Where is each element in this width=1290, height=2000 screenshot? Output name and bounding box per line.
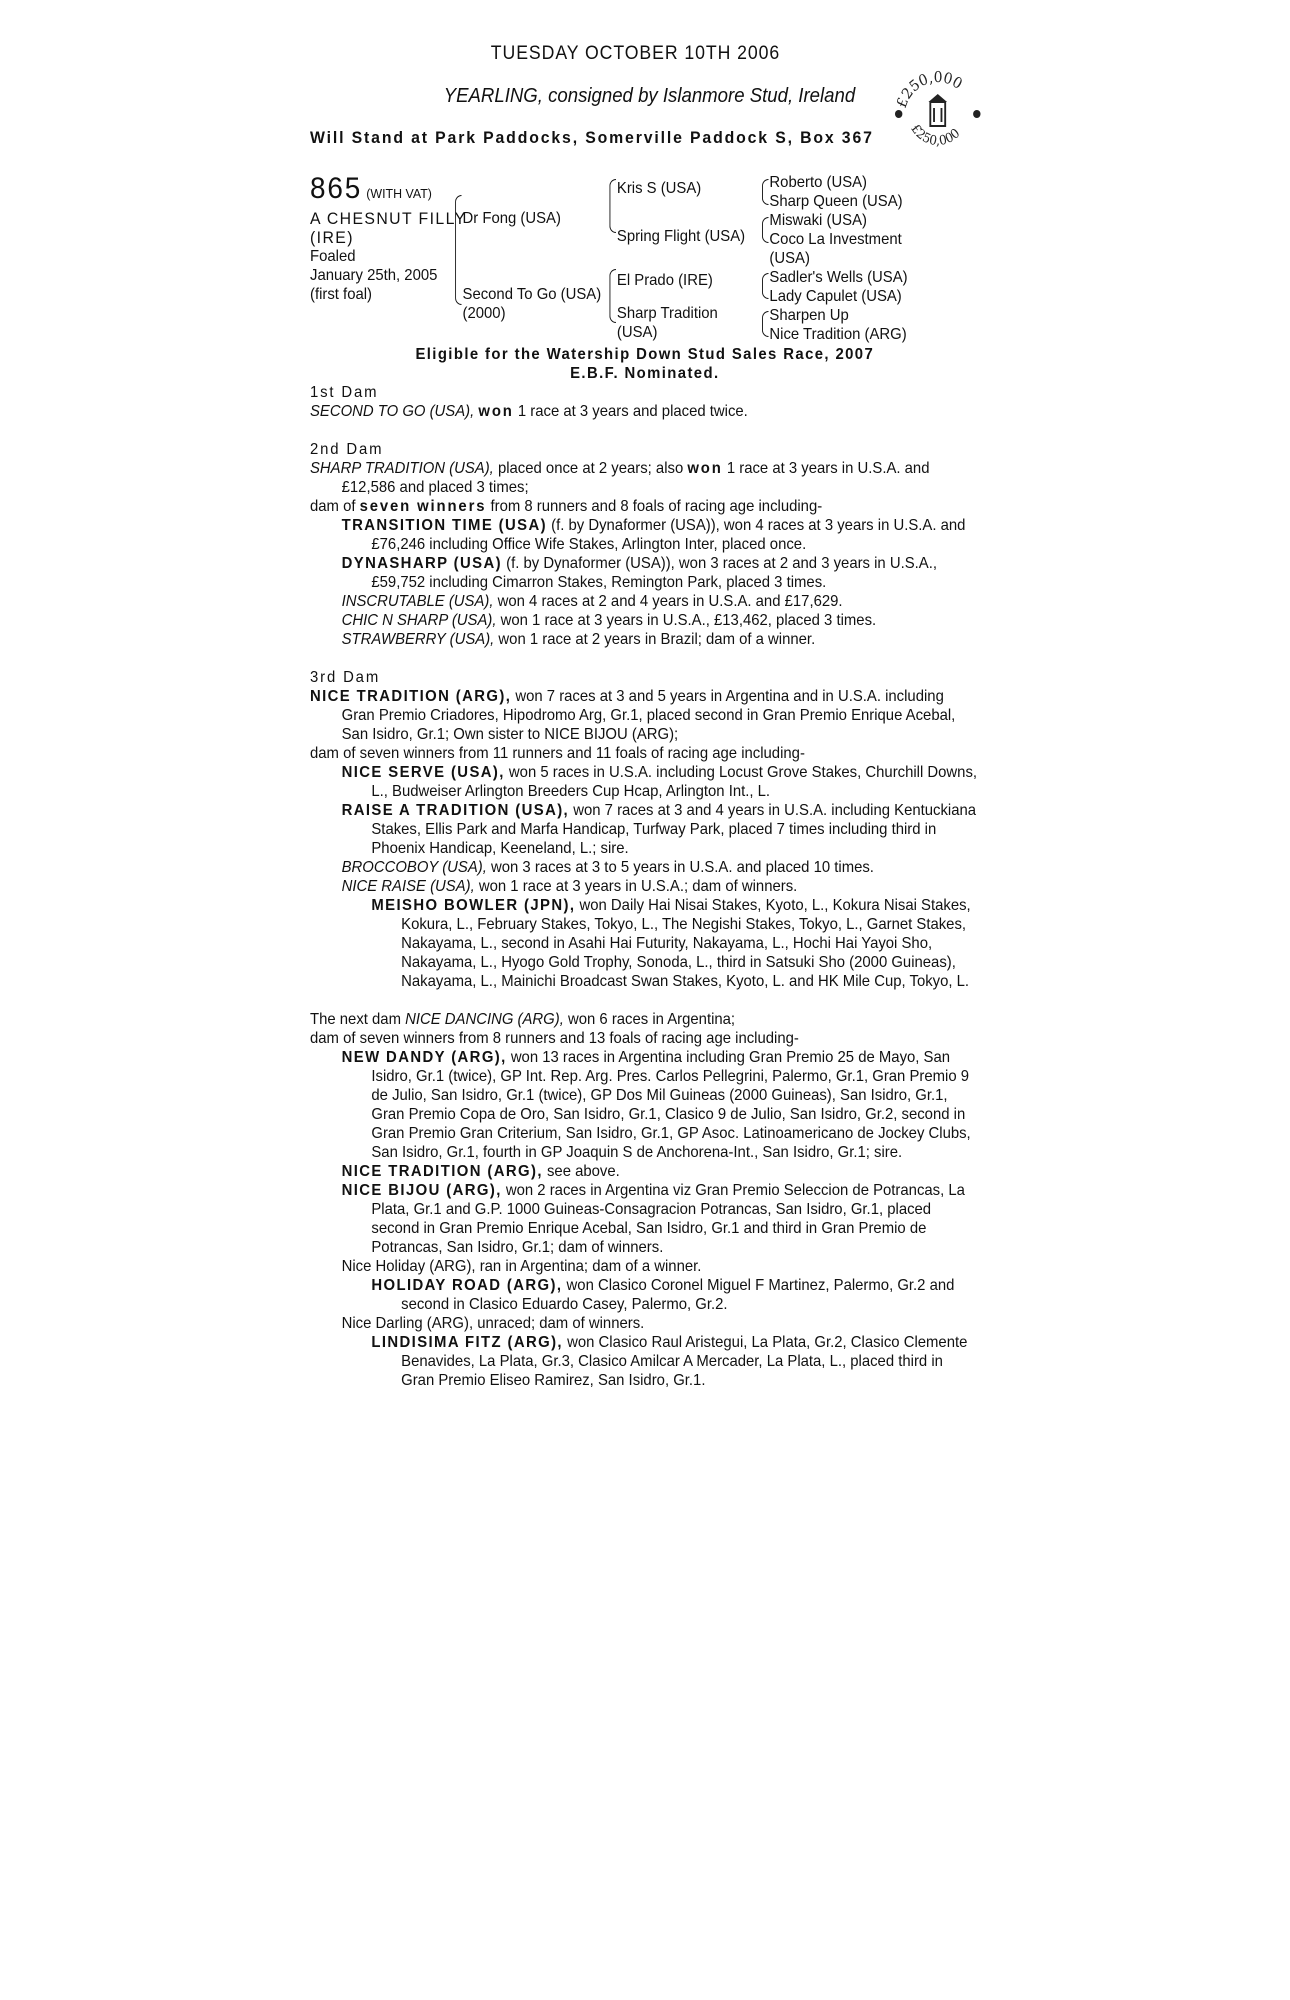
produce-entry: Nice Darling (ARG), unraced; dam of winners. [341, 1315, 645, 1332]
foaled-label: Foaled [310, 248, 356, 265]
third-dam-heading: 3rd Dam [310, 669, 381, 686]
svg-text:£250,000: £250,000 [894, 69, 965, 111]
ancestor-miswaki: Miswaki (USA) [769, 212, 867, 229]
dam-dam-country: (USA) [616, 324, 658, 341]
ancestor-roberto: Roberto (USA) [769, 174, 867, 191]
lot-country: (IRE) [310, 228, 354, 247]
lot-number: 865 (WITH VAT) [310, 172, 432, 205]
pedigree-brace [455, 195, 462, 305]
produce-entry: NICE BIJOU (ARG), won 2 races in Argentina viz Gran Premio Seleccion de Potrancas, La Plata, Gr.1 and G.P. 1000 Guineas-Consagracion Potrancas, San Isidro, Gr.1, placed second in Gran Premio Enrique Acebal, San Isidro, Gr.1 and third in Gran Premio de Potrancas, San Isidro, Gr.1; dam of winners. [341, 1182, 965, 1256]
produce-entry: STRAWBERRY (USA), won 1 race at 2 years in Brazil; dam of a winner. [341, 631, 816, 648]
sale-date: TUESDAY OCTOBER 10TH 2006 [490, 43, 781, 64]
ancestor-nice-tradition: Nice Tradition (ARG) [769, 326, 907, 343]
produce-entry: CHIC N SHARP (USA), won 1 race at 3 years in U.S.A., £13,462, placed 3 times. [341, 612, 877, 629]
stand-location: Will Stand at Park Paddocks, Somerville Paddock S, Box 367 [310, 128, 874, 147]
dam-dam: Sharp Tradition [616, 305, 718, 322]
g-brace-3 [762, 273, 769, 299]
produce-entry: NICE RAISE (USA), won 1 race at 3 years in U.S.A.; dam of winners. [341, 878, 798, 895]
sire: Dr Fong (USA) [462, 210, 561, 227]
sire-dam: Spring Flight (USA) [616, 228, 746, 245]
grand-produce-entry: MEISHO BOWLER (JPN), won Daily Hai Nisai Stakes, Kyoto, L., Kokura Nisai Stakes, Kokura, L., February Stakes, Tokyo, L., The Negishi Stakes, Tokyo, L., Garnet Stakes, Nakayama, L., second in Asahi Hai Futurity, Nakayama, L., Hochi Hai Yayoi Sho, Nakayama, L., Hyogo Gold Trophy, Sonoda, L., third in Satsuki Sho (2000 Guineas), Nakayama, L., Mainichi Broadcast Swan Stakes, Kyoto, L. and HK Mile Cup, Tokyo, L. [371, 897, 971, 990]
ancestor-sharpen-up: Sharpen Up [769, 307, 849, 324]
dam-brace [609, 269, 616, 323]
first-dam-entry: SECOND TO GO (USA), won 1 race at 3 years and placed twice. [310, 403, 748, 420]
second-dam-heading: 2nd Dam [310, 441, 384, 458]
second-dam-produce: dam of seven winners from 8 runners and 8 foals of racing age including- [310, 498, 823, 515]
ancestor-sharp-queen: Sharp Queen (USA) [769, 193, 903, 210]
ancestor-lady-capulet: Lady Capulet (USA) [769, 288, 902, 305]
produce-entry: NICE SERVE (USA), won 5 races in U.S.A. including Locust Grove Stakes, Churchill Downs, L., Budweiser Arlington Breeders Cup Hcap, Arlington Int., L. [341, 764, 978, 800]
price-seal-stamp [891, 64, 984, 164]
produce-entry: INSCRUTABLE (USA), won 4 races at 2 and 4 years in U.S.A. and £17,629. [341, 593, 843, 610]
produce-entry: TRANSITION TIME (USA) (f. by Dynaformer (USA)), won 4 races at 3 years in U.S.A. and £76,246 including Office Wife Stakes, Arlington Inter, placed once. [341, 517, 966, 553]
ancestor-coco: Coco La Investment [769, 231, 902, 248]
third-dam-entry: NICE TRADITION (ARG), won 7 races at 3 and 5 years in Argentina and in U.S.A. including Gran Premio Criadores, Hipodromo Arg, Gr.1, placed second in Gran Premio Enrique Acebal, San Isidro, Gr.1; Own sister to NICE BIJOU (ARG); [310, 688, 956, 743]
produce-entry: RAISE A TRADITION (USA), won 7 races at 3 and 4 years in U.S.A. including Kentuckiana Stakes, Ellis Park and Marfa Handicap, Turfway Park, placed 7 times including third in Phoenix Handicap, Keeneland, L.; sire. [341, 802, 977, 857]
consignment-line: YEARLING, consigned by Islanmore Stud, Ireland [443, 85, 856, 107]
g-brace-4 [762, 311, 769, 337]
vat-note: (WITH VAT) [366, 186, 432, 201]
foaled-date: January 25th, 2005 [310, 267, 438, 284]
next-dam-produce: dam of seven winners from 8 runners and 13 foals of racing age including- [310, 1030, 799, 1047]
produce-entry: NICE TRADITION (ARG), see above. [341, 1163, 620, 1180]
first-dam-heading: 1st Dam [310, 384, 379, 401]
ebf-nominated: E.B.F. Nominated. [570, 365, 720, 382]
g-brace-1 [762, 179, 769, 205]
third-dam-produce: dam of seven winners from 11 runners and 11 foals of racing age including- [310, 745, 805, 762]
sire-brace [609, 179, 616, 233]
dam-sire: El Prado (IRE) [616, 272, 713, 289]
first-foal-note: (first foal) [310, 286, 373, 303]
svg-text:£250,000: £250,000 [908, 120, 963, 149]
grand-produce-entry: HOLIDAY ROAD (ARG), won Clasico Coronel Miguel F Martinez, Palermo, Gr.2 and second in Clasico Eduardo Casey, Palermo, Gr.2. [371, 1277, 955, 1313]
g-brace-2 [762, 217, 769, 243]
produce-entry: DYNASHARP (USA) (f. by Dynaformer (USA)), won 3 races at 2 and 3 years in U.S.A., £59,752 including Cimarron Stakes, Remington Park, placed 3 times. [341, 555, 937, 591]
ancestor-coco-country: (USA) [769, 250, 810, 267]
grand-produce-entry: LINDISIMA FITZ (ARG), won Clasico Raul Aristegui, La Plata, Gr.2, Clasico Clemente Benavides, La Plata, Gr.3, Clasico Amilcar A Mercader, La Plata, L., placed third in Gran Premio Eliseo Ramirez, San Isidro, Gr.1. [371, 1334, 968, 1389]
dam-year: (2000) [462, 305, 506, 322]
produce-entry: BROCCOBOY (USA), won 3 races at 3 to 5 years in U.S.A. and placed 10 times. [341, 859, 874, 876]
produce-entry: NEW DANDY (ARG), won 13 races in Argentina including Gran Premio 25 de Mayo, San Isidro, Gr.1 (twice), GP Int. Rep. Arg. Pres. Carlos Pellegrini, Palermo, Gr.1, Gran Premio 9 de Julio, San Isidro, Gr.1 (twice), GP Dos Mil Guineas (2000 Guineas), San Isidro, Gr.1, Gran Premio Copa de Oro, San Isidro, Gr.1, Clasico 9 de Julio, San Isidro, Gr.2, second in Gran Premio Gran Criterium, San Isidro, Gr.1, GP Asoc. Latinoamericano de Jockey Clubs, San Isidro, Gr.1, fourth in GP Joaquin S de Anchorena-Int., San Isidro, Gr.1; sire. [341, 1049, 971, 1161]
dam: Second To Go (USA) [462, 286, 602, 303]
eligibility-line: Eligible for the Watership Down Stud Sales Race, 2007 [415, 346, 875, 363]
sire-sire: Kris S (USA) [616, 180, 702, 197]
pedigree-table [310, 173, 980, 345]
catalogue-page [310, 44, 980, 1390]
second-dam-entry: SHARP TRADITION (USA), placed once at 2 years; also won 1 race at 3 years in U.S.A. and £12,586 and placed 3 times; [310, 460, 930, 496]
lot-description: A CHESNUT FILLY [310, 209, 467, 228]
ancestor-sadlers-wells: Sadler's Wells (USA) [769, 269, 908, 286]
next-dam-entry: The next dam NICE DANCING (ARG), won 6 races in Argentina; [310, 1011, 736, 1028]
produce-entry: Nice Holiday (ARG), ran in Argentina; dam of a winner. [341, 1258, 702, 1275]
